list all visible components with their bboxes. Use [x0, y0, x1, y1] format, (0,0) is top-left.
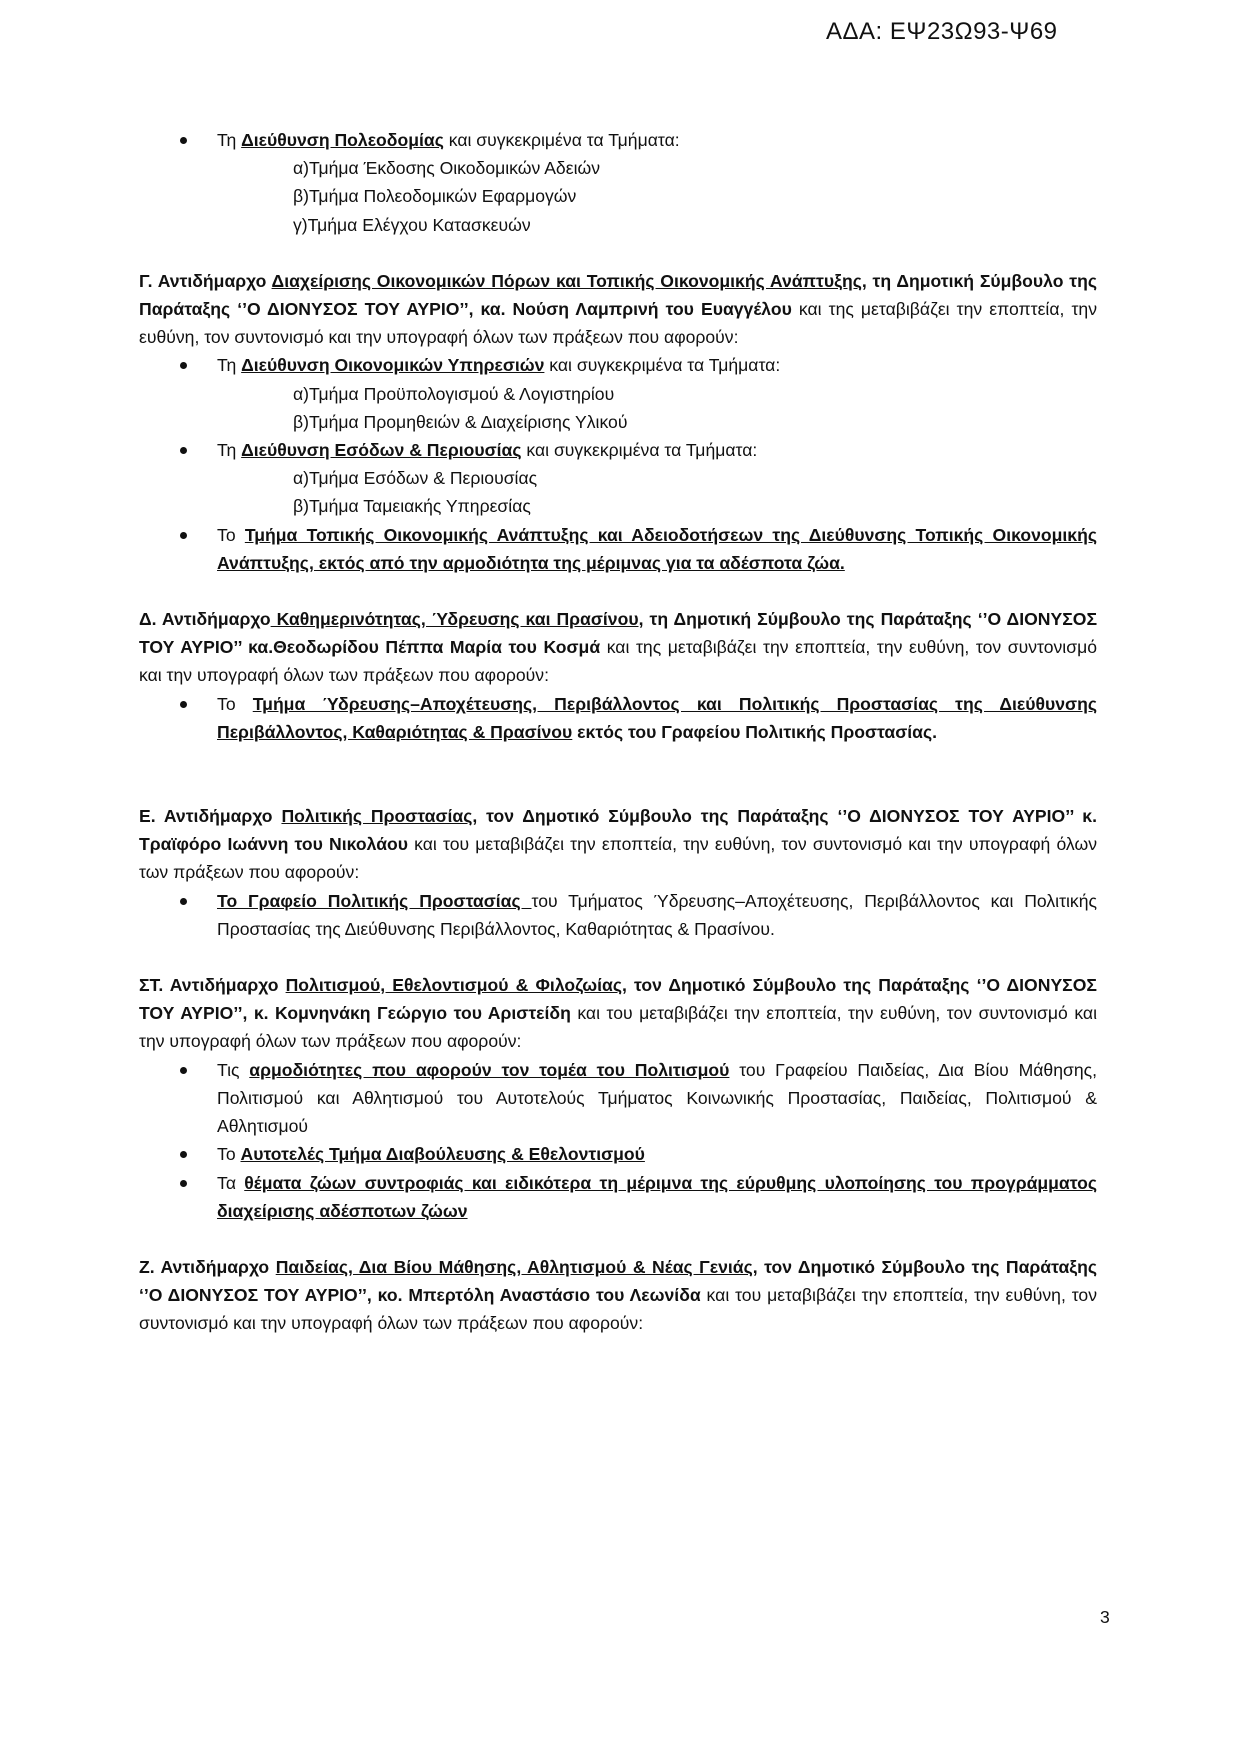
sub-item: β)Τμήμα Πολεοδομικών Εφαρμογών: [293, 186, 577, 207]
person-name: , τη Δημοτική Σύμβουλο της Παράταξης ‘’Ο ΔΙΟΝΥΣΟΣ ΤΟΥ ΑΥΡΙΟ’’, κα. Νούση Λαμπρινή του Ευαγγέλου: [139, 270, 1098, 320]
sub-item: α)Τμήμα Προϋπολογισμού & Λογιστηρίου: [293, 383, 615, 404]
list-item: Το Γραφείο Πολιτικής Προστασίας του Τμήματος Ύδρευσης–Αποχέτευσης, Περιβάλλοντος και Πολιτικής Προστασίας της Διεύθυνσης Περιβάλλοντος, Καθαριότητας & Πρασίνου.: [139, 887, 1097, 943]
bullet-title: Διεύθυνση Εσόδων & Περιουσίας: [241, 440, 522, 461]
sub-item: α)Τμήμα Έκδοσης Οικοδομικών Αδειών: [293, 158, 601, 179]
bullet-title: Διεύθυνση Οικονομικών Υπηρεσιών: [241, 355, 545, 376]
bullet-title: αρμοδιότητες που αφορούν τον τομέα του Πολιτισμού: [249, 1059, 730, 1080]
section-title: Παιδείας, Δια Βίου Μάθησης, Αθλητισμού & Νέας Γενιάς: [275, 1256, 753, 1277]
person-name: τον Δημοτικό Σύμβουλο της Παράταξης ‘’Ο ΔΙΟΝΥΣΟΣ ΤΟΥ ΑΥΡΙΟ’’ κ. Τραϊφόρο Ιωάννη του Νικολάου: [139, 806, 1097, 855]
section-st-paragraph: ΣΤ. Αντιδήμαρχο Πολιτισμού, Εθελοντισμού & Φιλοζωίας, τον Δημοτικό Σύμβουλο της Παράταξης ‘’Ο ΔΙΟΝΥΣΟΣ ΤΟΥ ΑΥΡΙΟ’’, κ. Κομνηνάκη Γεώργιο του Αριστείδη και του μεταβιβάζει την εποπτεία, την ευθύνη, τον συντονισμό και την υπογραφή όλων των πράξεων που αφορούν:: [139, 975, 1097, 1052]
list-item: Τη Διεύθυνση Πολεοδομίας και συγκεκριμένα τα Τμήματα:: [139, 126, 1097, 154]
list-item: Τη Διεύθυνση Οικονομικών Υπηρεσιών και συγκεκριμένα τα Τμήματα:: [139, 351, 1097, 379]
document-body: [139, 126, 1097, 1338]
section-e-paragraph: Ε. Αντιδήμαρχο Πολιτικής Προστασίας, τον Δημοτικό Σύμβουλο της Παράταξης ‘’Ο ΔΙΟΝΥΣΟΣ ΤΟΥ ΑΥΡΙΟ’’ κ. Τραϊφόρο Ιωάννη του Νικολάου και του μεταβιβάζει την εποπτεία, την ευθύνη, τον συντονισμό και την υπογραφή όλων των πράξεων που αφορούν:: [139, 806, 1097, 883]
list-item: Τη Διεύθυνση Εσόδων & Περιουσίας και συγκεκριμένα τα Τμήματα:: [139, 436, 1097, 464]
section-title: Καθημερινότητας, Ύδρευσης και Πρασίνου,: [270, 609, 644, 630]
bullet-title: Τμήμα Ύδρευσης–Αποχέτευσης, Περιβάλλοντος και Πολιτικής Προστασίας της Διεύθυνσης Περιβάλλοντος, Καθαριότητας & Πρασίνου: [217, 693, 1097, 742]
section-st-list: [139, 1056, 1097, 1225]
section-z-paragraph: Ζ. Αντιδήμαρχο Παιδείας, Δια Βίου Μάθησης, Αθλητισμού & Νέας Γενιάς, τον Δημοτικό Σύμβουλο της Παράταξης ‘’Ο ΔΙΟΝΥΣΟΣ ΤΟΥ ΑΥΡΙΟ’’, κο. Μπερτόλη Αναστάσιο του Λεωνίδα και του μεταβιβάζει την εποπτεία, την ευθύνη, τον συντονισμό και την υπογραφή όλων των πράξεων που αφορούν:: [139, 1256, 1097, 1334]
person-name: , τον Δημοτικό Σύμβουλο της Παράταξης ‘’Ο ΔΙΟΝΥΣΟΣ ΤΟΥ ΑΥΡΙΟ’’, κ. Κομνηνάκη Γεώργιο του Αριστείδη: [139, 975, 1097, 1024]
section-title: Πολιτικής Προστασίας,: [281, 806, 478, 827]
bullet-title: θέματα ζώων συντροφιάς και ειδικότερα τη μέριμνα της εύρυθμης υλοποίησης του προγράμματος διαχείρισης αδέσποτων ζώων: [217, 1172, 1097, 1221]
section-title: Πολιτισμού, Εθελοντισμού & Φιλοζωίας: [285, 975, 622, 996]
list-item: Τα θέματα ζώων συντροφιάς και ειδικότερα τη μέριμνα της εύρυθμης υλοποίησης του προγράμματος διαχείρισης αδέσποτων ζώων: [139, 1169, 1097, 1225]
bullet-title: Τμήμα Τοπικής Οικονομικής Ανάπτυξης και Αδειοδοτήσεων της Διεύθυνσης Τοπικής Οικονομικής Ανάπτυξης, εκτός από την αρμοδιότητα της μέριμνας για τα αδέσποτα ζώα.: [217, 524, 1097, 573]
sub-item: α)Τμήμα Εσόδων & Περιουσίας: [293, 468, 538, 489]
section-d-paragraph: Δ. Αντιδήμαρχο Καθημερινότητας, Ύδρευσης και Πρασίνου, τη Δημοτική Σύμβουλο της Παράταξης ‘’Ο ΔΙΟΝΥΣΟΣ ΤΟΥ ΑΥΡΙΟ’’ κα.Θεοδωρίδου Πέππα Μαρία του Κοσμά και της μεταβιβάζει την εποπτεία, την ευθύνη, τον συντονισμό και την υπογραφή όλων των πράξεων που αφορούν:: [139, 609, 1098, 686]
top-bullet-list: [139, 126, 1097, 154]
sub-item: β)Τμήμα Προμηθειών & Διαχείρισης Υλικού: [293, 411, 628, 432]
section-d-list: [139, 690, 1097, 746]
page-number: 3: [1100, 1607, 1110, 1627]
list-item: Το Τμήμα Τοπικής Οικονομικής Ανάπτυξης και Αδειοδοτήσεων της Διεύθυνσης Τοπικής Οικονομικής Ανάπτυξης, εκτός από την αρμοδιότητα της μέριμνας για τα αδέσποτα ζώα.: [139, 521, 1097, 577]
list-item: Τις αρμοδιότητες που αφορούν τον τομέα του Πολιτισμού του Γραφείου Παιδείας, Δια Βίου Μάθησης, Πολιτισμού και Αθλητισμού του Αυτοτελούς Τμήματος Κοινωνικής Προστασίας, Παιδείας, Πολιτισμού & Αθλητισμού: [139, 1056, 1097, 1141]
section-g-list: [139, 351, 1097, 379]
sub-item: β)Τμήμα Ταμειακής Υπηρεσίας: [293, 496, 531, 517]
person-name: τη Δημοτική Σύμβουλο της Παράταξης ‘’Ο ΔΙΟΝΥΣΟΣ ΤΟΥ ΑΥΡΙΟ’’ κα.Θεοδωρίδου Πέππα Μαρία του Κοσμά: [139, 609, 1098, 658]
section-e-list: [139, 887, 1097, 943]
list-item: Το Αυτοτελές Τμήμα Διαβούλευσης & Εθελοντισμού: [139, 1140, 1097, 1168]
person-name: , τον Δημοτικό Σύμβουλο της Παράταξης ‘’Ο ΔΙΟΝΥΣΟΣ ΤΟΥ ΑΥΡΙΟ’’, κο. Μπερτόλη Αναστάσιο του Λεωνίδα: [139, 1256, 1097, 1306]
bullet-title: Το Γραφείο Πολιτικής Προστασίας: [217, 890, 532, 911]
bullet-title: Διεύθυνση Πολεοδομίας: [241, 130, 444, 150]
sub-item: γ)Τμήμα Ελέγχου Κατασκευών: [293, 214, 531, 235]
list-item: Το Τμήμα Ύδρευσης–Αποχέτευσης, Περιβάλλοντος και Πολιτικής Προστασίας της Διεύθυνσης Περιβάλλοντος, Καθαριότητας & Πρασίνου εκτός του Γραφείου Πολιτικής Προστασίας.: [139, 690, 1097, 746]
ada-code: ΑΔΑ: ΕΨ23Ω93-Ψ69: [826, 18, 1058, 45]
bullet-title: Αυτοτελές Τμήμα Διαβούλευσης & Εθελοντισμού: [240, 1144, 645, 1165]
section-g-paragraph: Γ. Αντιδήμαρχο Διαχείρισης Οικονομικών Πόρων και Τοπικής Οικονομικής Ανάπτυξης, τη Δημοτική Σύμβουλο της Παράταξης ‘’Ο ΔΙΟΝΥΣΟΣ ΤΟΥ ΑΥΡΙΟ’’, κα. Νούση Λαμπρινή του Ευαγγέλου και της μεταβιβάζει την εποπτεία, την ευθύνη, τον συντονισμό και την υπογραφή όλων των πράξεων που αφορούν:: [139, 270, 1098, 348]
section-title: Διαχείρισης Οικονομικών Πόρων και Τοπικής Οικονομικής Ανάπτυξης: [271, 270, 862, 291]
